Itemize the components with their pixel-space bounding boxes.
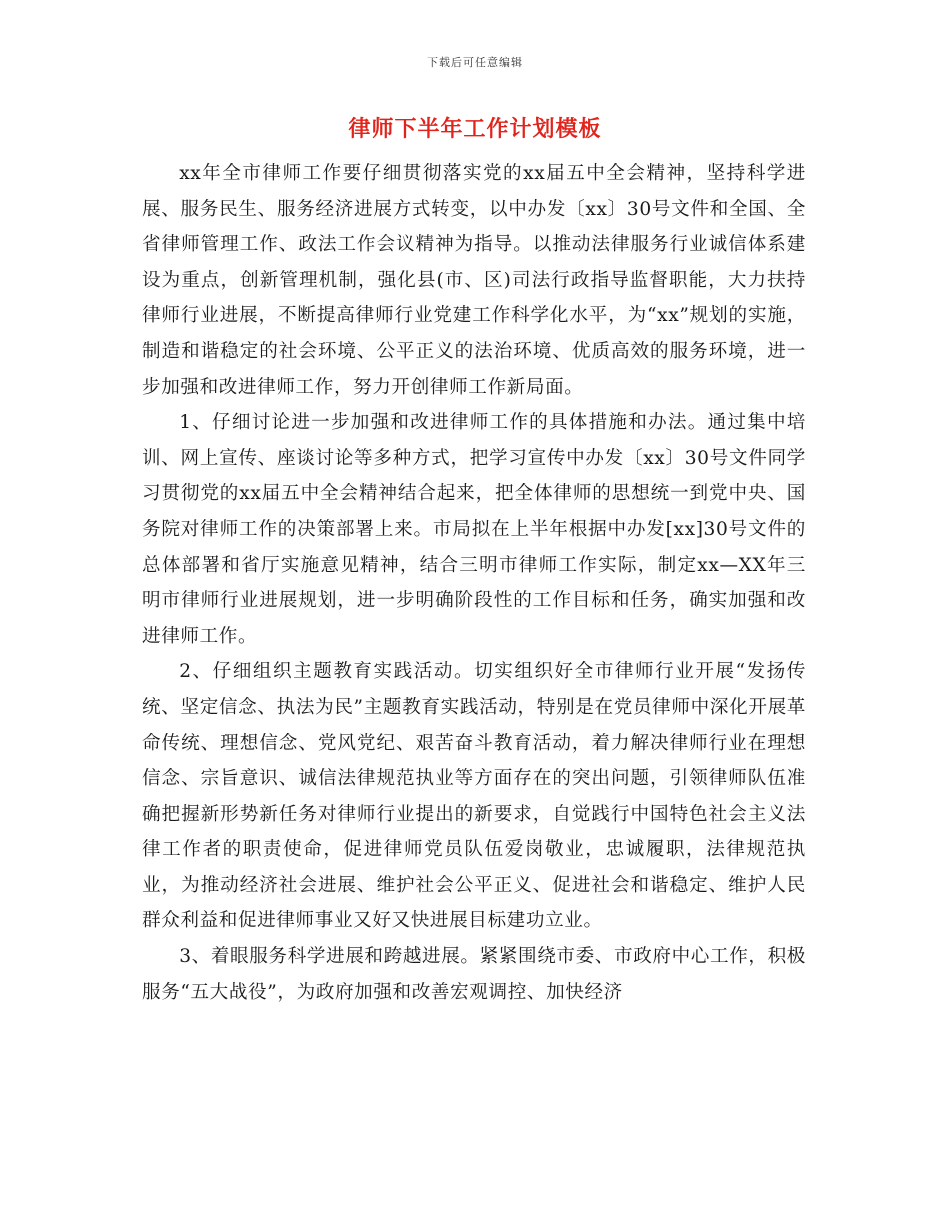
intro-paragraph: xx年全市律师工作要仔细贯彻落实党的xx届五中全会精神，坚持科学进展、服务民生、服务经济进展方式转变，以中办发〔xx〕30号文件和全国、全省律师管理工作、政法工作会议精神为指导。以推动法律服务行业诚信体系建设为重点，创新管理机制，强化县(市、区)司法行政指导监督职能，大力扶持律师行业进展，不断提高律师行业党建工作科学化水平，为“xx”规划的实施，制造和谐稳定的社会环境、公平正义的法治环境、优质高效的服务环境，进一步加强和改进律师工作，努力开创律师工作新局面。 bbox=[142, 163, 806, 398]
header-note: 下载后可任意编辑 bbox=[427, 56, 523, 69]
document-body bbox=[142, 156, 806, 1010]
document-title: 律师下半年工作计划模板 bbox=[348, 116, 602, 142]
item-1-paragraph: 1、仔细讨论进一步加强和改进律师工作的具体措施和办法。通过集中培训、网上宣传、座谈讨论等多种方式，把学习宣传中办发〔xx〕30号文件同学习贯彻党的xx届五中全会精神结合起来，把全体律师的思想统一到党中央、国务院对律师工作的决策部署上来。市局拟在上半年根据中办发[xx]30号文件的总体部署和省厅实施意见精神，结合三明市律师工作实际，制定xx—XX年三明市律师行业进展规划，进一步明确阶段性的工作目标和任务，确实加强和改进律师工作。 bbox=[142, 412, 806, 647]
item-3-paragraph: 3、着眼服务科学进展和跨越进展。紧紧围绕市委、市政府中心工作，积极服务“五大战役”，为政府加强和改善宏观调控、加快经济 bbox=[142, 946, 806, 1003]
item-2-paragraph: 2、仔细组织主题教育实践活动。切实组织好全市律师行业开展“发扬传统、坚定信念、执法为民”主题教育实践活动，特别是在党员律师中深化开展革命传统、理想信念、党风党纪、艰苦奋斗教育活动，着力解决律师行业在理想信念、宗旨意识、诚信法律规范执业等方面存在的突出问题，引领律师队伍准确把握新形势新任务对律师行业提出的新要求，自觉践行中国特色社会主义法律工作者的职责使命，促进律师党员队伍爱岗敬业，忠诚履职，法律规范执业，为推动经济社会进展、维护社会公平正义、促进社会和谐稳定、维护人民群众利益和促进律师事业又好又快进展目标建功立业。 bbox=[142, 661, 806, 932]
